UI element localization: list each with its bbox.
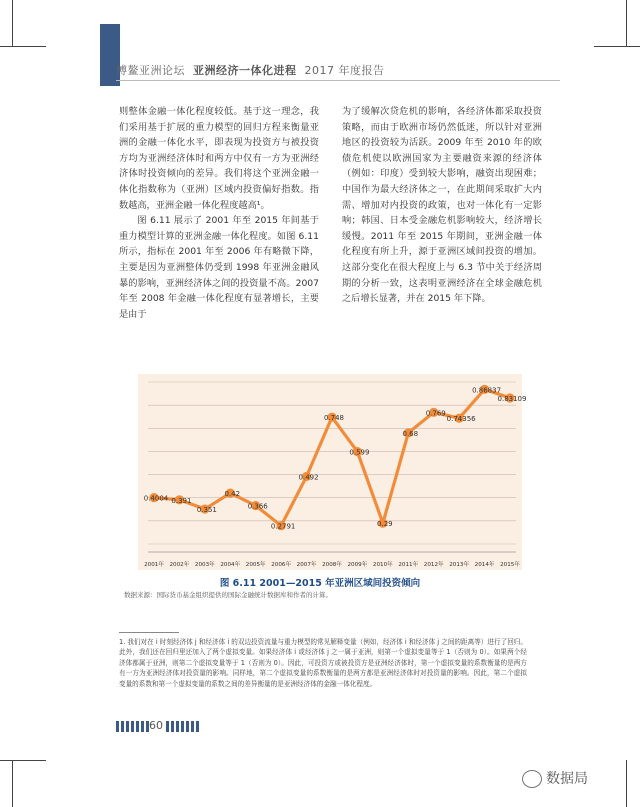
x-tick-label: 2013年 xyxy=(449,562,470,568)
crop-mark xyxy=(12,0,13,46)
data-label: 0.42 xyxy=(224,490,241,499)
x-tick-label: 2012年 xyxy=(423,562,444,568)
footnote-rule xyxy=(119,632,179,633)
x-tick-label: 2008年 xyxy=(322,562,342,568)
data-label: 0.391 xyxy=(171,496,192,505)
data-label: 0.366 xyxy=(247,502,268,511)
x-tick-label: 2009年 xyxy=(347,562,368,568)
line-chart xyxy=(138,374,527,570)
data-label: 0.599 xyxy=(349,448,370,457)
data-label: 0.68 xyxy=(402,429,419,438)
wechat-icon xyxy=(522,770,542,788)
page-number: 60 xyxy=(149,719,163,732)
crop-mark xyxy=(626,0,627,46)
data-label: 0.4004 xyxy=(143,494,169,503)
data-label: 0.769 xyxy=(425,409,446,418)
watermark xyxy=(522,768,588,788)
figure-source: 数据来源：国际货币基金组织提供的国际金融统计数据库和作者的计算。 xyxy=(124,591,332,599)
figure-chart xyxy=(138,374,527,570)
data-label: 0.351 xyxy=(196,506,217,515)
crop-mark xyxy=(0,760,46,761)
right-column xyxy=(342,104,542,307)
x-tick-label: 2014年 xyxy=(474,562,495,568)
crop-mark xyxy=(594,46,640,47)
x-tick-label: 2011年 xyxy=(398,562,419,568)
paragraph: 为了缓解次贷危机的影响，各经济体都采取投资策略，而由于欧洲市场仍然低迷，所以针对亚洲地区的投资较为活跃。2009 年至 2010 年的欧债危机使以欧洲国家为主要融资来源的经济体（例如：印度）受到较大影响，融资出现困难；中国作为最大经济体之一，在此期间采取扩大内需、增加对内投资的政策，也对一体化有一定影响；韩国、日本受金融危机影响较大，经济增长缓慢。2011 年至 2015 年期间，亚洲金融一体化程度有所上升，源于亚洲区域间投资的增加。这部分变化在很大程度上与 6.3 节中关于经济周期的分析一致，这表明亚洲经济在全球金融危机之后增长显著，并在 2015 年下降。 xyxy=(342,106,542,305)
data-label: 0.748 xyxy=(323,414,345,423)
crop-mark xyxy=(626,760,627,807)
header-title: 亚洲经济一体化进程 xyxy=(193,64,297,77)
paragraph: 图 6.11 展示了 2001 年至 2015 年间基于重力模型计算的亚洲金融一体化程度。如图 6.11 所示，指标在 2001 年至 2006 年有略微下降，主要是因为亚洲整体仍受到 1998 年亚洲金融风暴的影响，亚洲经济体之间的投资量不高。2007 年至 2008 年金融一体化程度有显著增长，主要是由于 xyxy=(119,215,319,320)
footnote: 1. 我们对在 i 时刻经济体 j 和经济体 i 的双边投资流量与重力模型的常见解释变量（例如，经济体 i 和经济体 j 之间的距离等）进行了回归。此外，我们还在回归里还加入了两个虚拟变量。如果经济体 i 或经济体 j 之一属于亚洲，则第一个虚拟变量等于 1（否则为 0）。如果两个经济体都属于亚洲，则第二个虚拟变量等于 1（否则为 0）。因此，可投资方或被投资方是亚洲经济体时，第一个虚拟变量的系数衡量的是两方有一方为亚洲经济体对投资量的影响。同样地，第二个虚拟变量的系数衡量的是两方都是亚洲经济体时对投资量的影响。因此，第二个虚拟变量的系数和第一个虚拟变量的系数之间的差异衡量的是亚洲经济体的金融一体化程度。 xyxy=(119,638,527,688)
x-tick-label: 2003年 xyxy=(194,562,215,568)
x-tick-label: 2002年 xyxy=(169,562,190,568)
data-label: 0.2791 xyxy=(270,522,296,531)
data-label: 0.86837 xyxy=(472,386,502,395)
paragraph: 则整体金融一体化程度较低。基于这一理念，我们采用基于扩展的重力模型的回归方程来衡量亚洲的金融一体化水平，即表现为投资方与被投资方均为亚洲经济体时和两方中仅有一方为亚洲经济体时投资倾向的差异。我们将这个亚洲金融一体化指数称为（亚洲）区域内投资偏好指数。指数越高，亚洲金融一体化程度越高¹。 xyxy=(119,106,319,211)
x-tick-label: 2006年 xyxy=(271,562,292,568)
data-label: 0.29 xyxy=(377,520,393,529)
crop-mark xyxy=(0,46,46,47)
footer-bars-left xyxy=(116,721,149,732)
data-label: 0.74356 xyxy=(446,415,476,424)
figure-caption: 图 6.11 2001—2015 年亚洲区域间投资倾向 xyxy=(219,578,421,589)
data-label: 0.83109 xyxy=(497,394,527,403)
footer-bars-right xyxy=(166,721,199,732)
x-tick-label: 2010年 xyxy=(372,562,393,568)
header-rule xyxy=(116,80,560,81)
header-forum: 博鳌亚洲论坛 xyxy=(116,64,185,77)
x-tick-label: 2001年 xyxy=(144,562,164,568)
data-label: 0.492 xyxy=(298,473,319,482)
left-column xyxy=(119,104,319,322)
x-tick-label: 2015年 xyxy=(500,562,520,568)
x-tick-label: 2007年 xyxy=(296,562,317,568)
watermark-text: 数据局 xyxy=(546,771,588,787)
x-tick-label: 2004年 xyxy=(220,562,241,568)
header-year: 2017 年度报告 xyxy=(304,64,385,77)
running-header xyxy=(116,62,385,78)
x-tick-label: 2005年 xyxy=(245,562,266,568)
crop-mark xyxy=(12,760,13,807)
